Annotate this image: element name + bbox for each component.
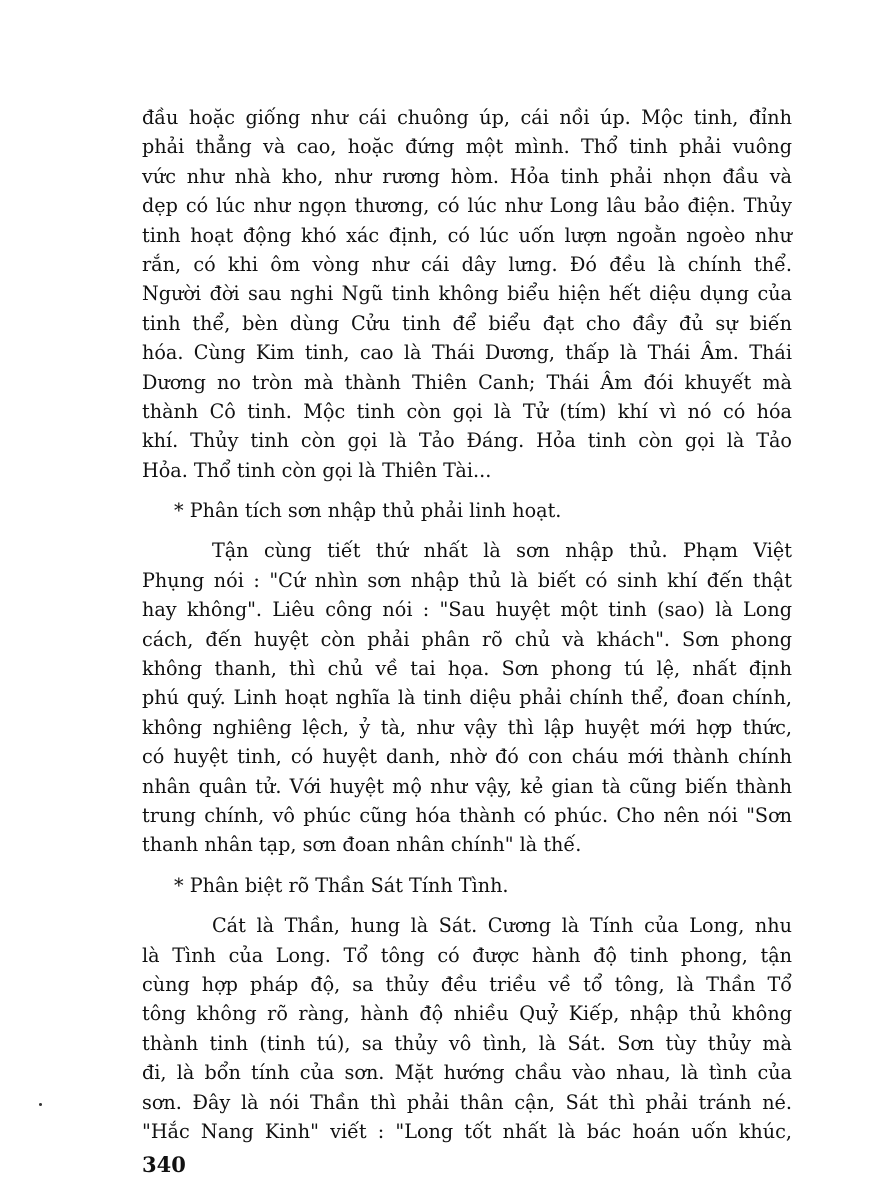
text-line: hóa. Cùng Kim tinh, cao là Thái Dương, thấp là Thái Âm. Thái — [142, 341, 792, 365]
text-line: thành Cô tinh. Mộc tinh còn gọi là Tử (tím) khí vì nó có hóa — [142, 399, 792, 423]
text-line: là Tình của Long. Tổ tông có được hành độ tinh phong, tận — [142, 943, 792, 967]
text-line: khí. Thủy tinh còn gọi là Tảo Đáng. Hỏa tinh còn gọi là Tảo — [142, 429, 792, 453]
text-line: trung chính, vô phúc cũng hóa thành có phúc. Cho nên nói "Sơn — [142, 803, 792, 827]
paragraph-2 — [142, 536, 792, 859]
text-line: tinh hoạt động khó xác định, có lúc uốn lượn ngoằn ngoèo như — [142, 223, 792, 247]
text-line: phú quý. Linh hoạt nghĩa là tinh diệu phải chính thể, đoan chính, — [142, 686, 792, 710]
text-line: Phụng nói : "Cứ nhìn sơn nhập thủ là biết có sinh khí đến thật — [142, 568, 792, 592]
text-line: tinh thể, bèn dùng Cửu tinh để biểu đạt cho đầy đủ sự biến — [142, 311, 792, 335]
text-line: "Hắc Nang Kinh" viết : "Long tốt nhất là bác hoán uốn khúc, — [142, 1119, 792, 1143]
text-line: tông không rõ ràng, hành độ nhiều Quỷ Kiếp, nhập thủ không — [142, 1002, 792, 1026]
text-line: đầu hoặc giống như cái chuông úp, cái nồi úp. Mộc tinh, đỉnh — [142, 106, 792, 129]
text-line: Dương no tròn mà thành Thiên Canh; Thái Âm đói khuyết mà — [142, 370, 792, 394]
paragraph-3 — [142, 911, 792, 1146]
page-number: 340 — [142, 1152, 186, 1177]
text-line: Tận cùng tiết thứ nhất là sơn nhập thủ. Phạm Việt — [212, 539, 792, 563]
text-line: sơn. Đây là nói Thần thì phải thân cận, Sát thì phải tránh né. — [142, 1090, 792, 1114]
text-line: cách, đến huyệt còn phải phân rõ chủ và khách". Sơn phong — [142, 627, 792, 651]
text-line: không thanh, thì chủ về tai họa. Sơn phong tú lệ, nhất định — [142, 657, 792, 681]
section-heading: * Phân biệt rõ Thần Sát Tính Tình. — [174, 873, 509, 897]
text-line: Hỏa. Thổ tinh còn gọi là Thiên Tài... — [142, 458, 492, 482]
text-line: Cát là Thần, hung là Sát. Cương là Tính của Long, nhu — [212, 914, 792, 938]
text-line: có huyệt tinh, có huyệt danh, nhờ đó con cháu mới thành chính — [142, 745, 792, 769]
section-heading: * Phân tích sơn nhập thủ phải linh hoạt. — [174, 499, 562, 523]
scan-speck — [39, 1103, 42, 1106]
text-line: thành tinh (tinh tú), sa thủy vô tình, là Sát. Sơn tùy thủy mà — [142, 1031, 792, 1055]
paragraph-1 — [142, 103, 792, 485]
text-line: phải thẳng và cao, hoặc đứng một mình. Thổ tinh phải vuông — [142, 135, 792, 159]
body-text — [142, 103, 792, 1146]
text-line: đi, là bổn tính của sơn. Mặt hướng chầu vào nhau, là tình của — [142, 1061, 792, 1085]
text-line: Người đời sau nghi Ngũ tinh không biểu hiện hết diệu dụng của — [142, 282, 792, 306]
text-line: nhân quân tử. Với huyệt mộ như vậy, kẻ gian tà cũng biến thành — [142, 774, 792, 798]
text-line: cùng hợp pháp độ, sa thủy đều triều về tổ tông, là Thần Tổ — [142, 972, 792, 996]
text-line: rắn, có khi ôm vòng như cái dây lưng. Đó đều là chính thể. — [142, 252, 792, 276]
text-line: không nghiêng lệch, ỷ tà, như vậy thì lập huyệt mới hợp thức, — [142, 715, 792, 739]
text-line: hay không". Liêu công nói : "Sau huyệt một tinh (sao) là Long — [142, 598, 792, 622]
text-line: vức như nhà kho, như rương hòm. Hỏa tinh phải nhọn đầu và — [142, 164, 792, 188]
text-line: thanh nhân tạp, sơn đoan nhân chính" là thế. — [142, 833, 582, 857]
text-line: dẹp có lúc như ngọn thương, có lúc như Long lâu bảo điện. Thủy — [142, 194, 792, 218]
